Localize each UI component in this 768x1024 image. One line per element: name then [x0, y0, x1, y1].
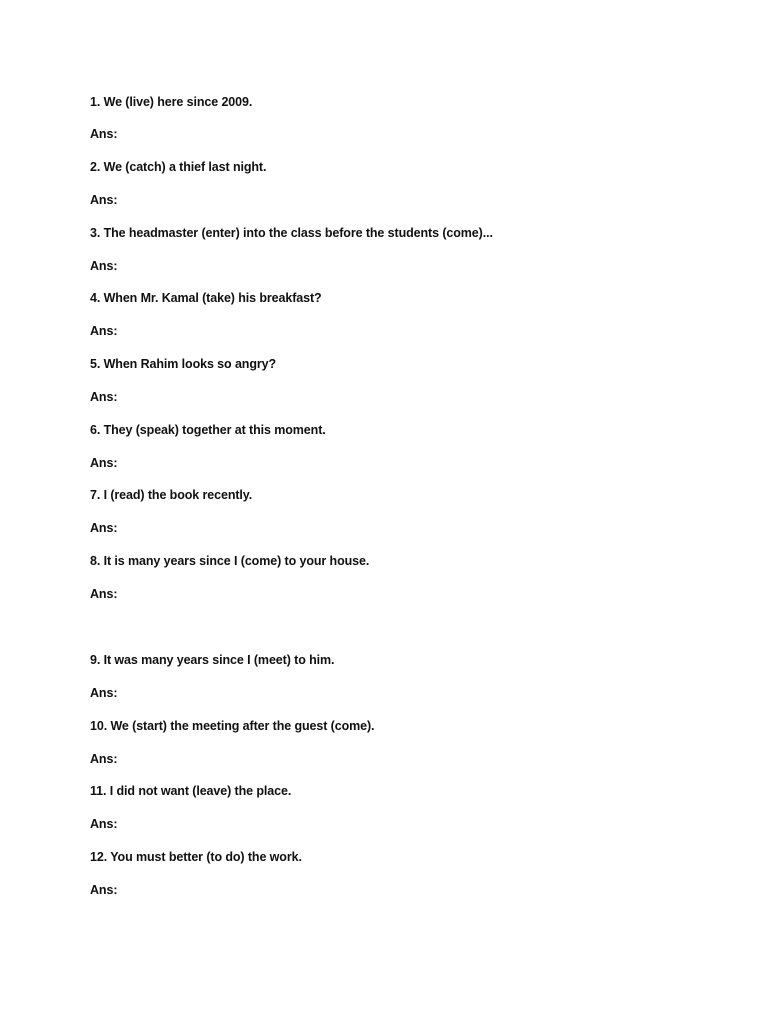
answer-label-10: Ans: [90, 752, 118, 766]
question-2: 2. We (catch) a thief last night. [90, 160, 267, 174]
answer-label-6: Ans: [90, 456, 118, 470]
question-9: 9. It was many years since I (meet) to him. [90, 653, 335, 667]
answer-label-1: Ans: [90, 127, 118, 141]
answer-label-2: Ans: [90, 193, 118, 207]
answer-label-8: Ans: [90, 587, 118, 601]
question-1: 1. We (live) here since 2009. [90, 95, 253, 109]
question-11: 11. I did not want (leave) the place. [90, 784, 292, 798]
answer-label-12: Ans: [90, 883, 118, 897]
question-5: 5. When Rahim looks so angry? [90, 357, 277, 371]
answer-label-9: Ans: [90, 686, 118, 700]
answer-label-5: Ans: [90, 390, 118, 404]
question-6: 6. They (speak) together at this moment. [90, 423, 326, 437]
answer-label-7: Ans: [90, 521, 118, 535]
question-3: 3. The headmaster (enter) into the class before the students (come)... [90, 226, 493, 240]
question-8: 8. It is many years since I (come) to your house. [90, 554, 370, 568]
question-10: 10. We (start) the meeting after the guest (come). [90, 719, 375, 733]
question-12: 12. You must better (to do) the work. [90, 850, 302, 864]
answer-label-11: Ans: [90, 817, 118, 831]
answer-label-4: Ans: [90, 324, 118, 338]
question-7: 7. I (read) the book recently. [90, 488, 253, 502]
question-4: 4. When Mr. Kamal (take) his breakfast? [90, 291, 322, 305]
answer-label-3: Ans: [90, 259, 118, 273]
